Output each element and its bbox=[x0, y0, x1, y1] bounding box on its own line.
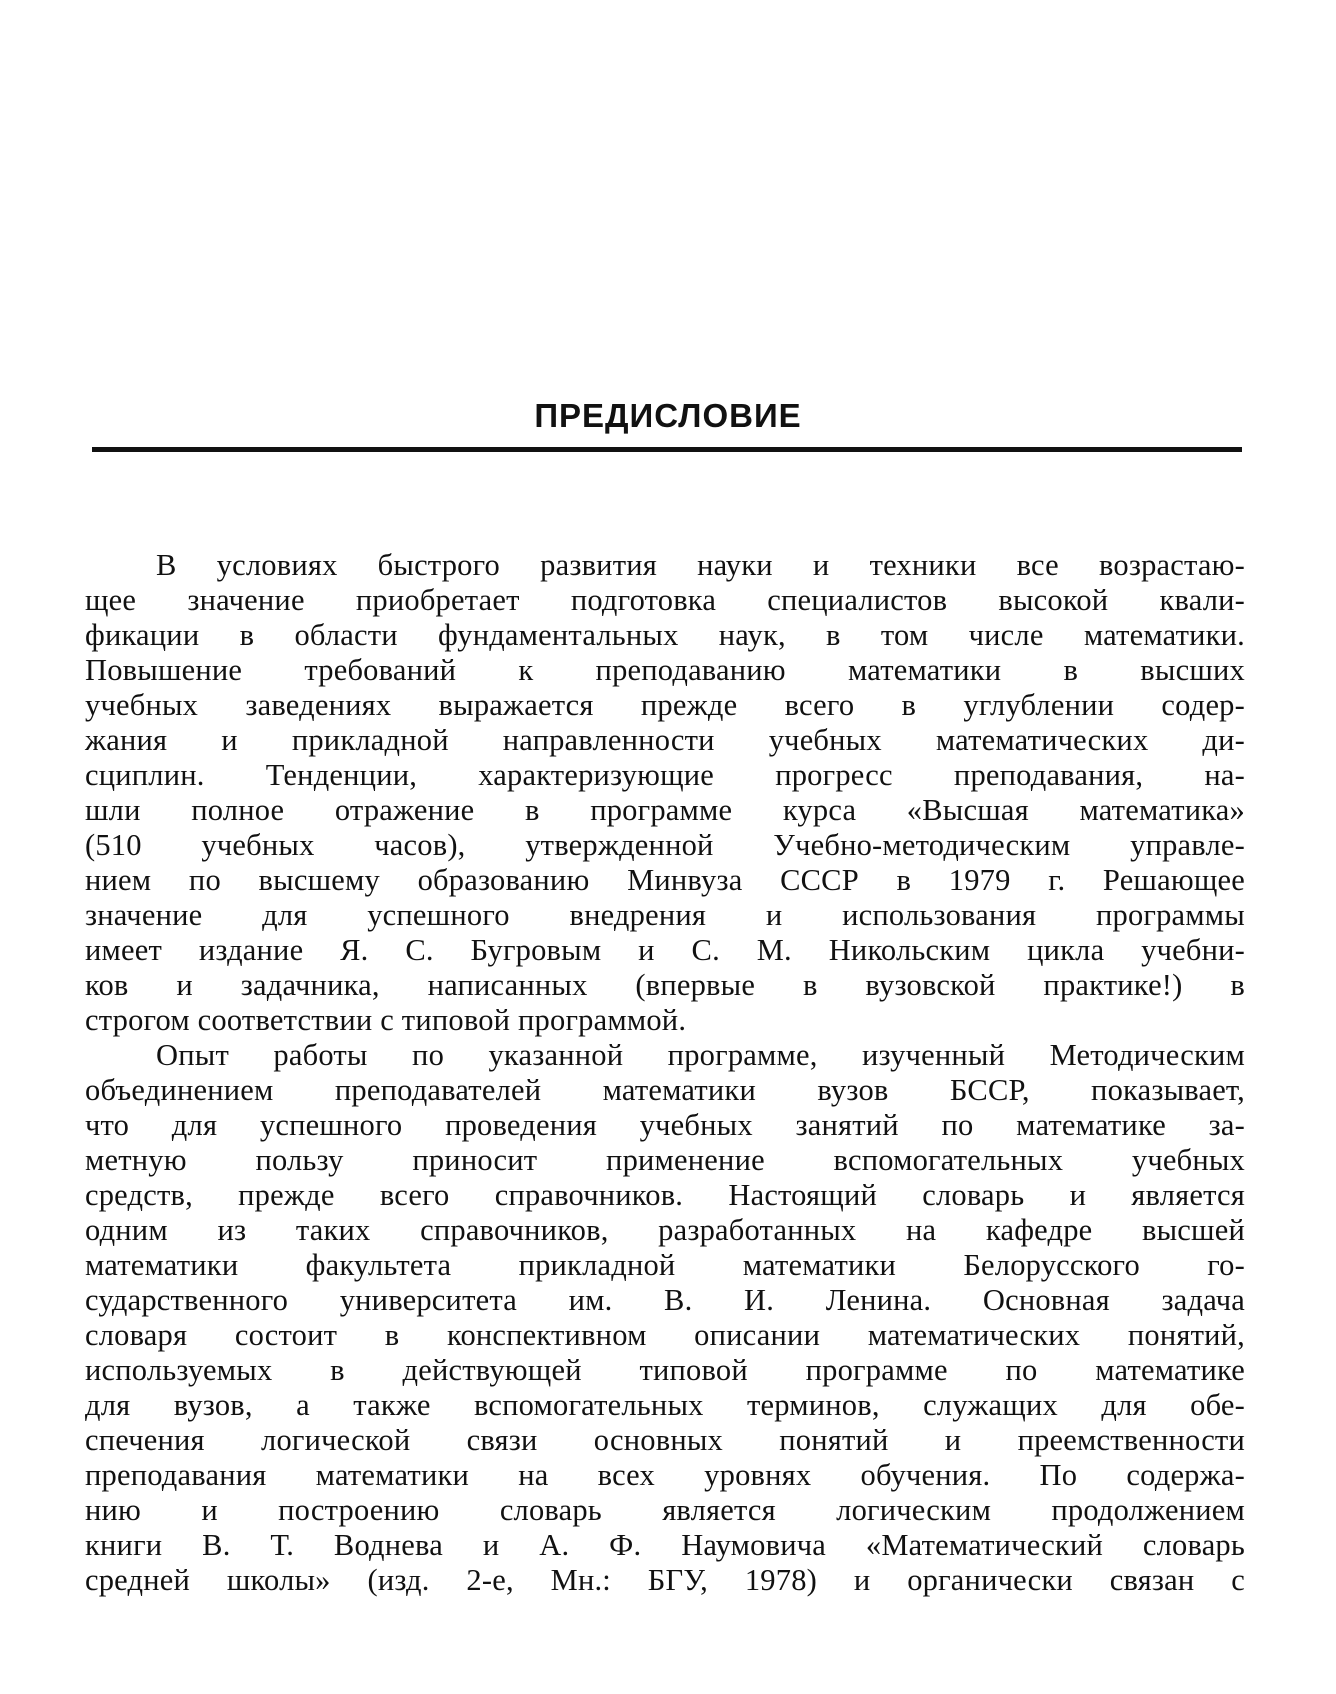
text-line: строгом соответствии с типовой программой. bbox=[85, 1003, 687, 1037]
text-line: ков и задачника, написанных (впервые в вузовской практике!) в bbox=[85, 968, 1245, 1002]
text-line: нию и построению словарь является логическим продолжением bbox=[85, 1493, 1245, 1527]
text-line: Опыт работы по указанной программе, изученный Методическим bbox=[156, 1038, 1245, 1072]
page-title: ПРЕДИСЛОВИЕ bbox=[534, 397, 802, 434]
text-line: средней школы» (изд. 2-е, Мн.: БГУ, 1978) и органически связан с bbox=[85, 1563, 1245, 1597]
text-line: словаря состоит в конспективном описании математических понятий, bbox=[85, 1318, 1245, 1352]
text-line: что для успешного проведения учебных занятий по математике за- bbox=[85, 1108, 1245, 1142]
text-line: жания и прикладной направленности учебных математических ди- bbox=[85, 723, 1245, 757]
paragraph-2 bbox=[85, 1038, 1245, 1598]
text-line: значение для успешного внедрения и использования программы bbox=[85, 898, 1245, 932]
text-line: шли полное отражение в программе курса «Высшая математика» bbox=[85, 793, 1245, 827]
text-line: В условиях быстрого развития науки и техники все возрастаю- bbox=[156, 548, 1245, 582]
paragraph-1 bbox=[85, 548, 1245, 1038]
text-line: средств, прежде всего справочников. Настоящий словарь и является bbox=[85, 1178, 1245, 1212]
text-line: (510 учебных часов), утвержденной Учебно-методическим управле- bbox=[85, 828, 1245, 862]
text-line: имеет издание Я. С. Бугровым и С. М. Никольским цикла учебни- bbox=[85, 933, 1245, 967]
text-line: используемых в действующей типовой программе по математике bbox=[85, 1353, 1245, 1387]
text-line: сциплин. Тенденции, характеризующие прогресс преподавания, на- bbox=[85, 758, 1245, 792]
text-line: одним из таких справочников, разработанных на кафедре высшей bbox=[85, 1213, 1245, 1247]
text-line: щее значение приобретает подготовка специалистов высокой квали- bbox=[85, 583, 1245, 617]
text-line: фикации в области фундаментальных наук, в том числе математики. bbox=[85, 618, 1245, 652]
text-line: для вузов, а также вспомогательных терминов, служащих для обе- bbox=[85, 1388, 1245, 1422]
text-line: Повышение требований к преподаванию математики в высших bbox=[85, 653, 1245, 687]
title-rule bbox=[92, 447, 1242, 452]
text-line: объединением преподавателей математики вузов БССР, показывает, bbox=[85, 1073, 1245, 1107]
text-line: нием по высшему образованию Минвуза СССР в 1979 г. Решающее bbox=[85, 863, 1245, 897]
text-line: метную пользу приносит применение вспомогательных учебных bbox=[85, 1143, 1245, 1177]
body-text bbox=[85, 548, 1245, 1598]
text-line: сударственного университета им. В. И. Ленина. Основная задача bbox=[85, 1283, 1245, 1317]
text-line: книги В. Т. Воднева и А. Ф. Наумовича «Математический словарь bbox=[85, 1528, 1245, 1562]
text-line: преподавания математики на всех уровнях обучения. По содержа- bbox=[85, 1458, 1245, 1492]
text-line: спечения логической связи основных понятий и преемственности bbox=[85, 1423, 1245, 1457]
text-line: математики факультета прикладной математики Белорусского го- bbox=[85, 1248, 1245, 1282]
text-line: учебных заведениях выражается прежде всего в углублении содер- bbox=[85, 688, 1245, 722]
